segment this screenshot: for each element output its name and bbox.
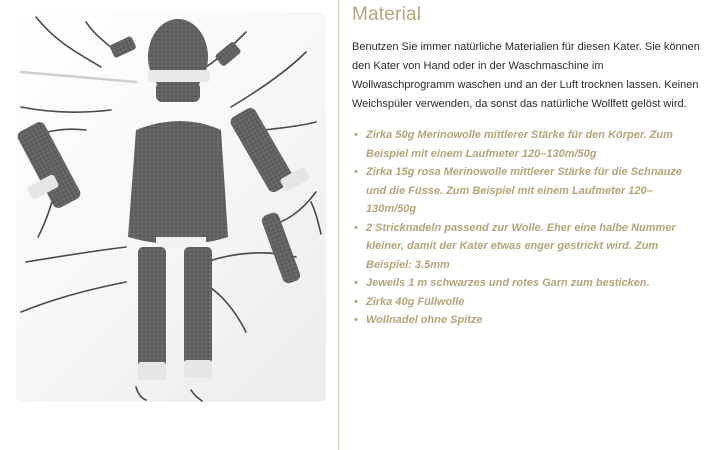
- material-section: [352, 4, 700, 330]
- list-item-text: 2 Stricknadeln passend zur Wolle. Eher eine halbe Nummer kleiner, damit der Kater etwas enger gestrickt wird. Zum Beispiel: 3.5mm: [366, 221, 676, 271]
- bullet-icon: •: [354, 166, 358, 178]
- list-item: [352, 126, 700, 163]
- bullet-icon: •: [354, 277, 358, 289]
- list-item: [352, 274, 700, 293]
- list-item: [352, 219, 700, 275]
- materials-list: [352, 126, 700, 330]
- intro-paragraph: Benutzen Sie immer natürliche Materialien für diesen Kater. Sie können den Kater von Hand oder in der Waschmaschine im Wollwaschprogramm waschen und an der Luft trocknen lassen. Keinen Weichspüler verwenden, da sonst das natürliche Wollfett gelöst wird.: [352, 41, 700, 110]
- bullet-icon: •: [354, 295, 358, 308]
- knitted-cat-parts-illustration: [16, 12, 326, 402]
- section-title: Material: [352, 4, 422, 25]
- list-item: [352, 163, 700, 219]
- list-item-text: Zirka 15g rosa Merinowolle mittlerer Stärke für die Schnauze und die Füsse. Zum Beispiel mit einem Laufmeter 120–130m/50g: [366, 166, 683, 215]
- list-item-text: Wollnadel ohne Spitze: [366, 314, 483, 326]
- bullet-icon: •: [354, 129, 358, 141]
- bullet-icon: •: [354, 314, 358, 326]
- bullet-icon: •: [354, 221, 358, 234]
- list-item: [352, 311, 700, 330]
- list-item-text: Jeweils 1 m schwarzes und rotes Garn zum besticken.: [366, 277, 650, 289]
- knitted-cat-parts-photo: [16, 12, 326, 402]
- list-item-text: Zirka 40g Füllwolle: [366, 295, 465, 308]
- list-item: [352, 293, 700, 312]
- column-divider: [338, 0, 339, 450]
- list-item-text: Zirka 50g Merinowolle mittlerer Stärke für den Körper. Zum Beispiel mit einem Laufmeter 120–130m/50g: [366, 129, 673, 160]
